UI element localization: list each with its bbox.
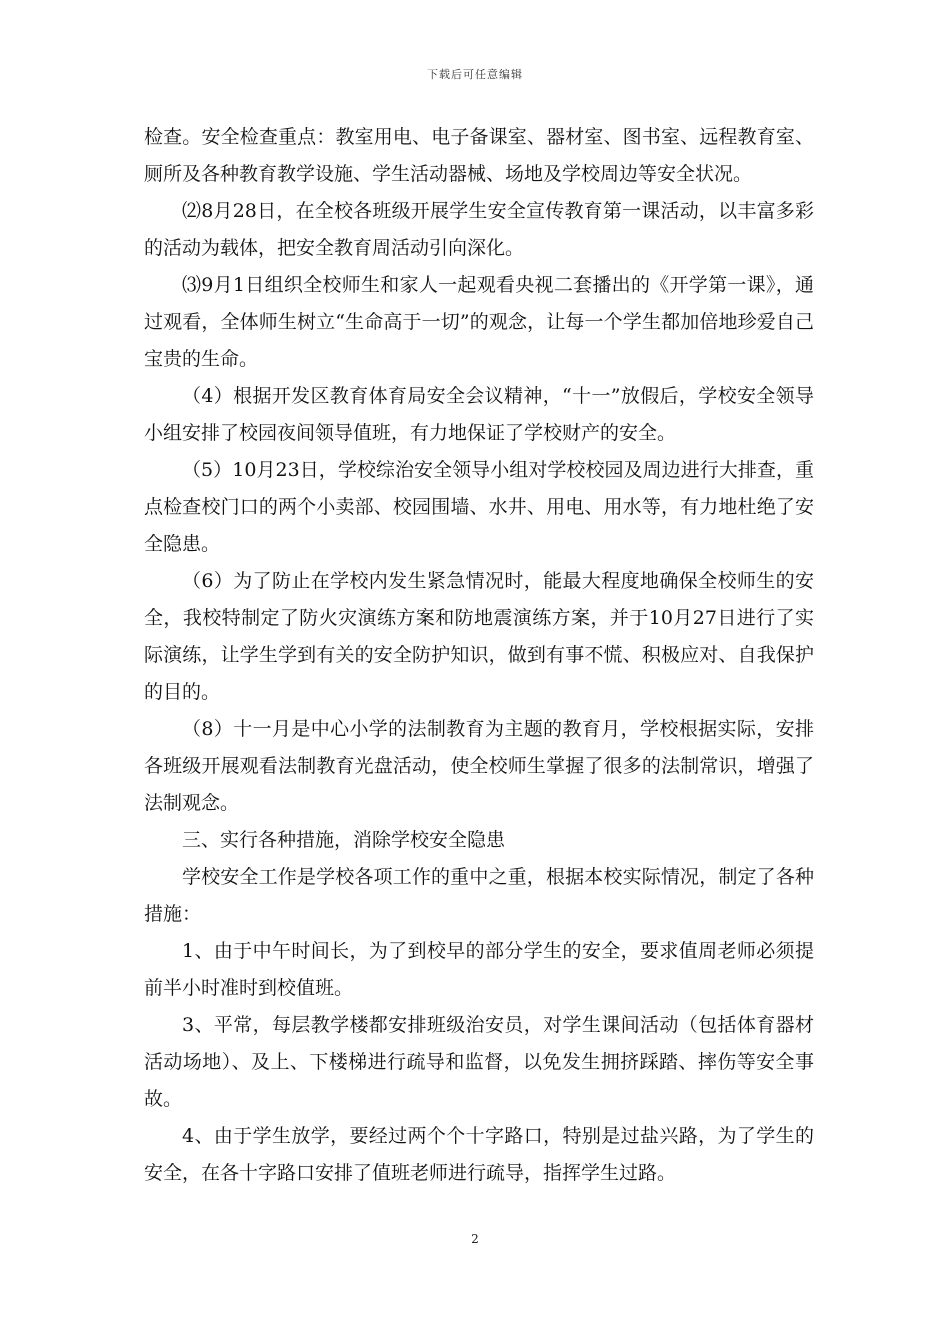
document-body (144, 119, 814, 1192)
list-item: 3、平常，每层教学楼都安排班级治安员，对学生课间活动（包括体育器材活动场地）、及上、下楼梯进行疏导和监督，以免发生拥挤踩踏、摔伤等安全事故。 (144, 1014, 814, 1110)
list-item: 4、由于学生放学，要经过两个个十字路口，特别是过盐兴路，为了学生的安全，在各十字路口安排了值班老师进行疏导，指挥学生过路。 (144, 1125, 814, 1184)
paragraph: （4）根据开发区教育体育局安全会议精神，“十一”放假后，学校安全领导小组安排了校园夜间领导值班，有力地保证了学校财产的安全。 (144, 385, 814, 444)
paragraph: （6）为了防止在学校内发生紧急情况时，能最大程度地确保全校师生的安全，我校特制定了防火灾演练方案和防地震演练方案，并于10月27日进行了实际演练，让学生学到有关的安全防护知识，做到有事不慌、积极应对、自我保护的目的。 (144, 570, 814, 703)
paragraph: ⑵8月28日，在全校各班级开展学生安全宣传教育第一课活动，以丰富多彩的活动为载体，把安全教育周活动引向深化。 (144, 200, 814, 259)
paragraph: 学校安全工作是学校各项工作的重中之重，根据本校实际情况，制定了各种措施： (144, 866, 814, 925)
paragraph: （5）10月23日，学校综治安全领导小组对学校校园及周边进行大排查，重点检查校门口的两个小卖部、校园围墙、水井、用电、用水等，有力地杜绝了安全隐患。 (144, 459, 814, 555)
paragraph: ⑶9月1日组织全校师生和家人一起观看央视二套播出的《开学第一课》，通过观看，全体师生树立“生命高于一切”的观念，让每一个学生都加倍地珍爱自己宝贵的生命。 (144, 274, 814, 370)
paragraph: 检查。安全检查重点：教室用电、电子备课室、器材室、图书室、远程教育室、厕所及各种教育教学设施、学生活动器械、场地及学校周边等安全状况。 (144, 126, 814, 185)
section-heading: 三、实行各种措施，消除学校安全隐患 (182, 829, 506, 851)
list-item: 1、由于中午时间长，为了到校早的部分学生的安全，要求值周老师必须提前半小时准时到校值班。 (144, 940, 814, 999)
paragraph: （8）十一月是中心小学的法制教育为主题的教育月，学校根据实际，安排各班级开展观看法制教育光盘活动，使全校师生掌握了很多的法制常识，增强了法制观念。 (144, 718, 814, 814)
page-header: 下载后可任意编辑 (427, 68, 523, 81)
page-number: 2 (471, 1232, 479, 1246)
